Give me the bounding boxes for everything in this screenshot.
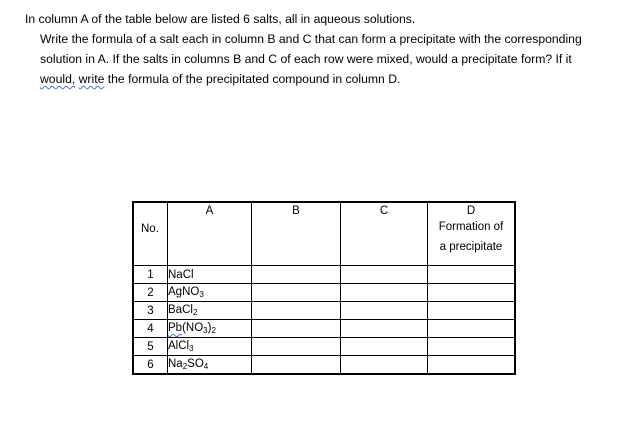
answer-cell-c[interactable] bbox=[341, 266, 428, 284]
header-d-label: D bbox=[466, 205, 476, 217]
answer-cell-d[interactable] bbox=[428, 302, 516, 320]
header-a bbox=[168, 202, 252, 266]
answer-cell-b[interactable] bbox=[252, 302, 341, 320]
table-row bbox=[133, 302, 515, 320]
answer-cell-c[interactable] bbox=[341, 284, 428, 302]
formula-subscript: 3 bbox=[189, 344, 194, 353]
answer-cell-c[interactable] bbox=[341, 320, 428, 338]
formula-subscript: 2 bbox=[211, 326, 216, 335]
header-b bbox=[252, 202, 341, 266]
answer-cell-b[interactable] bbox=[252, 284, 341, 302]
salt-formula bbox=[168, 302, 252, 320]
formula-text: SO bbox=[187, 358, 204, 370]
answer-cell-b[interactable] bbox=[252, 320, 341, 338]
answer-cell-d[interactable] bbox=[428, 338, 516, 356]
table-row bbox=[133, 284, 515, 302]
answer-cell-d[interactable] bbox=[428, 320, 516, 338]
spellcheck-word[interactable]: write bbox=[78, 72, 105, 86]
formula-text: NaCl bbox=[168, 268, 194, 281]
header-no bbox=[133, 202, 168, 266]
header-d bbox=[428, 202, 516, 266]
answer-cell-b[interactable] bbox=[252, 356, 341, 375]
salt-formula bbox=[168, 356, 252, 375]
instruction-line-3: solution in A. If the salts in columns B and C of each row were mixed, would a precipitate form? If it bbox=[40, 52, 572, 66]
formula-subscript: 3 bbox=[199, 290, 204, 299]
spellcheck-word[interactable]: would, bbox=[40, 72, 76, 86]
row-number: 6 bbox=[133, 356, 168, 375]
header-c-label: C bbox=[379, 205, 389, 217]
row-number: 5 bbox=[133, 338, 168, 356]
row-number: 1 bbox=[133, 266, 168, 284]
instruction-line-2: Write the formula of a salt each in column B and C that can form a precipitate with the corresponding bbox=[40, 32, 582, 46]
answer-cell-b[interactable] bbox=[252, 338, 341, 356]
instruction-line-4 bbox=[40, 69, 400, 89]
table-row bbox=[133, 320, 515, 338]
answer-cell-d[interactable] bbox=[428, 284, 516, 302]
salt-formula bbox=[168, 320, 252, 338]
row-number: 4 bbox=[133, 320, 168, 338]
salt-formula bbox=[168, 284, 252, 302]
header-d-line2: a precipitate bbox=[439, 241, 503, 253]
salt-formula bbox=[168, 338, 252, 356]
table-row bbox=[133, 338, 515, 356]
formula-subscript: 4 bbox=[203, 362, 209, 371]
answer-cell-d[interactable] bbox=[428, 266, 516, 284]
formula-text: AlCl bbox=[168, 340, 190, 352]
formula-text: AgNO bbox=[168, 286, 200, 298]
answer-cell-b[interactable] bbox=[252, 266, 341, 284]
header-c bbox=[341, 202, 428, 266]
answer-cell-c[interactable] bbox=[341, 302, 428, 320]
salt-rows bbox=[133, 266, 515, 375]
table-row bbox=[133, 266, 515, 284]
row-number: 3 bbox=[133, 302, 168, 320]
header-b-label: B bbox=[292, 205, 300, 217]
header-row bbox=[133, 202, 515, 266]
answer-cell-c[interactable] bbox=[341, 338, 428, 356]
formula-subscript: 2 bbox=[192, 308, 198, 317]
formula-text: Na bbox=[168, 358, 183, 370]
formula-text: (NO bbox=[182, 322, 204, 334]
salts-table bbox=[132, 201, 516, 375]
header-a-label: A bbox=[205, 205, 214, 217]
row-number: 2 bbox=[133, 284, 168, 302]
formula-subscript: 2 bbox=[182, 362, 188, 371]
formula-text: BaCl bbox=[168, 304, 193, 316]
formula-text: ) bbox=[207, 322, 212, 334]
answer-cell-d[interactable] bbox=[428, 356, 516, 375]
header-d-line1: Formation of bbox=[438, 221, 504, 233]
instruction-line-1: In column A of the table below are listed 6 salts, all in aqueous solutions. bbox=[25, 12, 416, 26]
salt-formula bbox=[168, 266, 252, 284]
instruction-text: the formula of the precipitated compound in column D. bbox=[104, 72, 401, 86]
header-no-label: No. bbox=[141, 223, 159, 235]
formula-text: Pb bbox=[168, 322, 183, 334]
formula-subscript: 3 bbox=[203, 326, 208, 335]
table-row bbox=[133, 356, 515, 375]
answer-cell-c[interactable] bbox=[341, 356, 428, 375]
